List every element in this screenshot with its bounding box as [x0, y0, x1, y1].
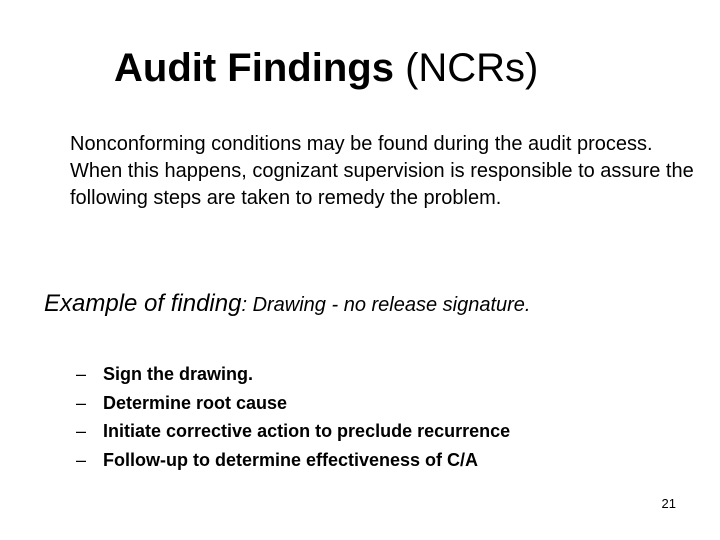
step-text: Determine root cause: [103, 392, 288, 413]
bullet-dash: –: [76, 421, 87, 441]
intro-paragraph: Nonconforming conditions may be found during the audit process. When this happens, cognizant supervision is responsible to assure the following steps are taken to remedy the problem.: [70, 133, 694, 209]
list-item: [76, 360, 510, 389]
list-item: [76, 446, 510, 475]
title-suffix: (NCRs): [405, 46, 539, 90]
slide-title: [114, 44, 538, 92]
step-text: Initiate corrective action to preclude recurrence: [103, 421, 511, 441]
bullet-dash: –: [76, 364, 87, 384]
page-number: 21: [661, 496, 676, 511]
steps-list: [76, 360, 510, 474]
step-text: Follow-up to determine effectiveness of C/A: [103, 449, 479, 470]
example-lead: Example of finding: [44, 290, 242, 317]
list-item: [76, 417, 510, 446]
example-detail: : Drawing - no release signature.: [241, 294, 531, 316]
bullet-dash: –: [76, 449, 87, 470]
step-text: Sign the drawing.: [103, 364, 254, 384]
list-item: [76, 389, 510, 418]
bullet-dash: –: [76, 392, 87, 413]
example-line: [44, 290, 531, 318]
title-main: Audit Findings: [114, 46, 394, 90]
